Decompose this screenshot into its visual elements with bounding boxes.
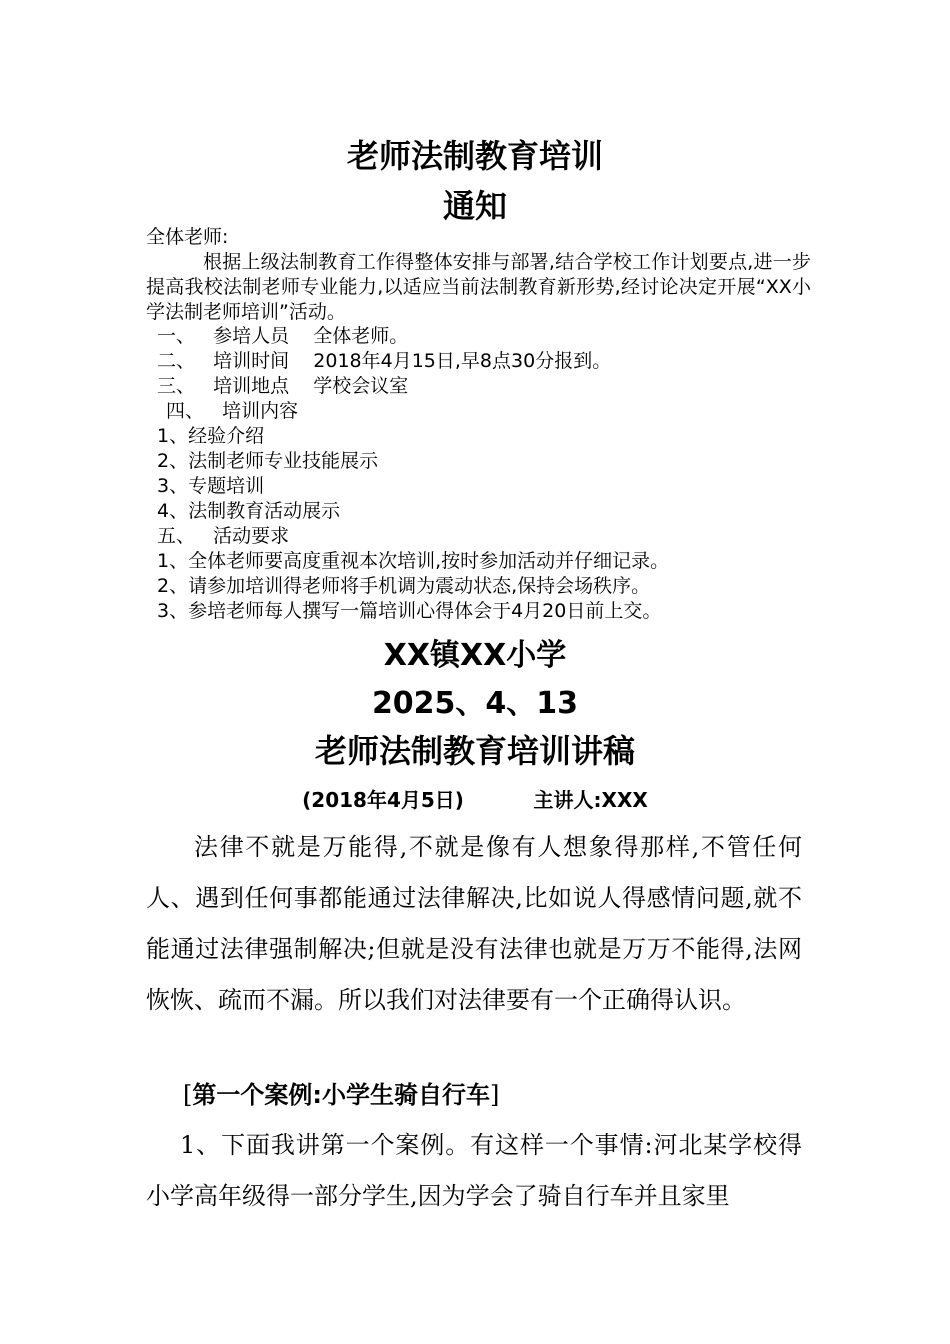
lecture-title: 老师法制教育培训讲稿 — [314, 732, 635, 770]
item-attendees: 一、 参培人员 全体老师。 — [157, 325, 409, 347]
case-heading — [183, 1070, 499, 1121]
content-item: 1、经验介绍 — [157, 425, 265, 447]
case-paragraph: 1、下面我讲第一个案例。有这样一个事情:河北某学校得小学高年级得一部分学生,因为学会了骑自行车并且家里 — [146, 1131, 802, 1210]
case-bracket-open: [ — [183, 1081, 193, 1109]
case-bracket-close: ] — [489, 1081, 500, 1109]
lecture-paragraph: 法律不就是万能得,不就是像有人想象得那样,不管任何人、遇到任何事都能通过法律解决,比如说人得感情问题,就不能通过法律强制解决;但就是没有法律也就是万万不能得,法网恢恢、疏而不漏。所以我们对法律要有一个正确得认识。 — [146, 833, 802, 1014]
case-heading-text: 第一个案例:小学生骑自行车 — [192, 1081, 490, 1109]
lecture-meta: (2018年4月5日) 主讲人:XXX — [302, 788, 648, 812]
item-content-heading: 四、 培训内容 — [166, 400, 299, 422]
notice-subtitle: 通知 — [442, 187, 507, 225]
issue-date: 2025、4、13 — [371, 686, 579, 721]
notice-title: 老师法制教育培训 — [346, 137, 603, 175]
content-item: 4、法制教育活动展示 — [157, 500, 341, 522]
requirement-item: 2、请参加培训得老师将手机调为震动状态,保持会场秩序。 — [157, 575, 651, 597]
content-item: 3、专题培训 — [157, 475, 265, 497]
item-requirements-heading: 五、 活动要求 — [157, 525, 290, 547]
salutation: 全体老师: — [146, 226, 229, 248]
item-time: 二、 培训时间 2018年4月15日,早8点30分报到。 — [157, 350, 612, 372]
requirement-item: 1、全体老师要高度重视本次培训,按时参加活动并仔细记录。 — [157, 550, 670, 572]
content-item: 2、法制老师专业技能展示 — [157, 450, 379, 472]
notice-intro: 根据上级法制教育工作得整体安排与部署,结合学校工作计划要点,进一步提高我校法制老师专业能力,以适应当前法制教育新形势,经讨论决定开展“XX小学法制老师培训”活动。 — [146, 251, 811, 323]
requirement-item: 3、参培老师每人撰写一篇培训心得体会于4月20日前上交。 — [157, 600, 662, 622]
issuer: XX镇XX小学 — [383, 638, 567, 673]
item-location: 三、 培训地点 学校会议室 — [157, 375, 409, 397]
